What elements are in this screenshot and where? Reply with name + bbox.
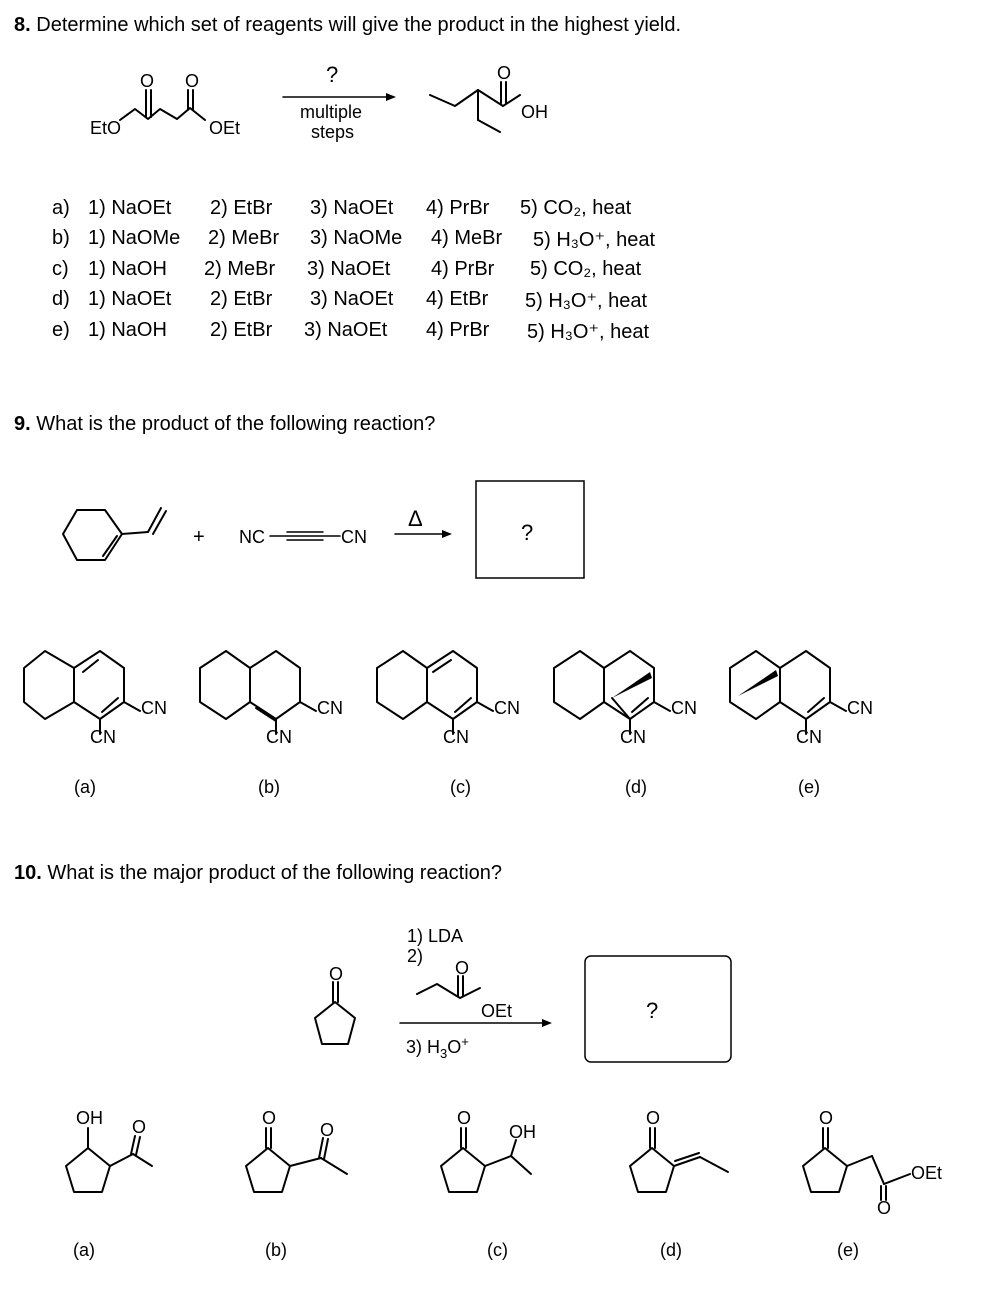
arrow-top-label: ? bbox=[326, 62, 339, 87]
option-step: 1) NaOH bbox=[88, 319, 167, 341]
option-step: 2) MeBr bbox=[208, 227, 280, 249]
question-text: Determine which set of reagents will give the product in the highest yield. bbox=[36, 14, 682, 36]
answer-d-label[interactable]: (d) bbox=[625, 777, 647, 797]
cn-label: CN bbox=[317, 698, 343, 718]
oet-label: OEt bbox=[209, 118, 241, 138]
reaction-arrow bbox=[395, 506, 452, 538]
answer-b-structure bbox=[246, 1108, 347, 1192]
answer-b-label[interactable]: (b) bbox=[265, 1240, 287, 1260]
answer-e-structure bbox=[803, 1108, 942, 1218]
q8-reaction-scheme bbox=[0, 50, 996, 160]
option-step: 5) H₃O⁺, heat bbox=[525, 290, 648, 312]
answer-c-label[interactable]: (c) bbox=[487, 1240, 508, 1260]
cn-label: CN bbox=[494, 698, 520, 718]
option-step: 1) NaOMe bbox=[88, 227, 181, 249]
option-e-letter[interactable]: e) bbox=[52, 319, 70, 341]
answer-a-label[interactable]: (a) bbox=[73, 1240, 95, 1260]
option-step: 2) EtBr bbox=[210, 197, 273, 219]
answer-d-structure bbox=[630, 1108, 728, 1192]
option-step: 4) EtBr bbox=[426, 288, 489, 310]
option-step: 3) NaOEt bbox=[307, 258, 391, 280]
answer-c-structure bbox=[377, 651, 520, 747]
answer-b-label[interactable]: (b) bbox=[258, 777, 280, 797]
option-b-letter[interactable]: b) bbox=[52, 227, 70, 249]
cn-label: CN bbox=[341, 527, 367, 547]
oh-label: OH bbox=[521, 102, 548, 122]
question-9-heading bbox=[14, 413, 435, 436]
diethyl-malonate-structure bbox=[90, 71, 240, 138]
oxygen-label: O bbox=[646, 1108, 661, 1128]
oh-label: OH bbox=[509, 1122, 536, 1142]
option-step: 5) CO₂, heat bbox=[520, 197, 632, 219]
eto-label: EtO bbox=[90, 118, 122, 138]
arrow-bottom-label: multiple bbox=[300, 102, 363, 122]
oxygen-label: O bbox=[262, 1108, 277, 1128]
q9-answer-structures bbox=[0, 630, 996, 820]
oet-label: OEt bbox=[481, 1001, 513, 1021]
oh-label: OH bbox=[76, 1108, 103, 1128]
answer-b-structure bbox=[200, 651, 343, 747]
cn-label: CN bbox=[620, 727, 646, 747]
option-step: 1) NaOEt bbox=[88, 288, 172, 310]
nc-label: NC bbox=[239, 527, 265, 547]
plus-sign: + bbox=[193, 526, 205, 548]
q10-reaction-scheme bbox=[0, 920, 996, 1070]
oxygen-label: O bbox=[455, 958, 470, 978]
question-number: 9. bbox=[14, 413, 31, 435]
answer-c-structure bbox=[441, 1108, 536, 1192]
reaction-arrow bbox=[400, 1019, 552, 1027]
option-step: 5) CO₂, heat bbox=[530, 258, 642, 280]
answer-d-structure bbox=[554, 651, 697, 747]
oxygen-label: O bbox=[497, 63, 512, 83]
answer-d-label[interactable]: (d) bbox=[660, 1240, 682, 1260]
answer-a-structure bbox=[66, 1108, 152, 1192]
option-step: 3) NaOEt bbox=[310, 288, 394, 310]
option-step: 3) NaOEt bbox=[310, 197, 394, 219]
option-step: 1) NaOEt bbox=[88, 197, 172, 219]
option-step: 4) MeBr bbox=[431, 227, 503, 249]
option-step: 5) H₃O⁺, heat bbox=[533, 229, 656, 251]
option-step: 2) EtBr bbox=[210, 319, 273, 341]
vinylcyclohexene-structure bbox=[63, 508, 166, 560]
option-d-letter[interactable]: d) bbox=[52, 288, 70, 310]
option-step: 4) PrBr bbox=[426, 319, 490, 341]
option-step: 2) EtBr bbox=[210, 288, 273, 310]
cyclopentanone-structure bbox=[315, 964, 355, 1044]
answer-c-label[interactable]: (c) bbox=[450, 777, 471, 797]
answer-e-label[interactable]: (e) bbox=[798, 777, 820, 797]
oxygen-label: O bbox=[877, 1198, 892, 1218]
option-step: 2) MeBr bbox=[204, 258, 276, 280]
option-step: 4) PrBr bbox=[431, 258, 495, 280]
question-number: 8. bbox=[14, 14, 31, 36]
reagent-step-1: 1) LDA bbox=[407, 926, 464, 946]
option-step: 3) NaOMe bbox=[310, 227, 403, 249]
oxygen-label: O bbox=[329, 964, 344, 984]
heat-symbol: Δ bbox=[408, 506, 423, 531]
answer-e-structure bbox=[730, 651, 873, 747]
reagent-step-3: 3) $H_3O^+$ bbox=[406, 1034, 469, 1061]
option-step: 1) NaOH bbox=[88, 258, 167, 280]
answer-e-label[interactable]: (e) bbox=[837, 1240, 859, 1260]
cn-label: CN bbox=[443, 727, 469, 747]
cn-label: CN bbox=[796, 727, 822, 747]
option-step: 3) NaOEt bbox=[304, 319, 388, 341]
oxygen-label: O bbox=[185, 71, 200, 91]
question-10-heading bbox=[14, 862, 502, 885]
cn-label: CN bbox=[266, 727, 292, 747]
option-step: 4) PrBr bbox=[426, 197, 490, 219]
cn-label: CN bbox=[847, 698, 873, 718]
oxygen-label: O bbox=[132, 1117, 147, 1137]
question-mark: ? bbox=[521, 520, 534, 545]
question-mark: ? bbox=[646, 998, 659, 1023]
product-carboxylic-acid-structure bbox=[430, 63, 548, 132]
question-8-heading bbox=[14, 14, 681, 37]
question-text: What is the product of the following reaction? bbox=[36, 413, 436, 435]
oxygen-label: O bbox=[819, 1108, 834, 1128]
ethyl-propanoate-structure bbox=[417, 958, 512, 1021]
oxygen-label: O bbox=[320, 1120, 335, 1140]
reaction-arrow bbox=[283, 62, 396, 142]
q9-reaction-scheme bbox=[0, 470, 996, 590]
cn-label: CN bbox=[141, 698, 167, 718]
oxygen-label: O bbox=[457, 1108, 472, 1128]
oxygen-label: O bbox=[140, 71, 155, 91]
option-step: 5) H₃O⁺, heat bbox=[527, 321, 650, 343]
answer-a-structure bbox=[24, 651, 167, 747]
question-number: 10. bbox=[14, 862, 42, 884]
arrow-bottom-label: steps bbox=[311, 122, 355, 142]
cn-label: CN bbox=[90, 727, 116, 747]
reagent-step-2: 2) bbox=[407, 946, 424, 966]
cn-label: CN bbox=[671, 698, 697, 718]
dicyanoacetylene-structure bbox=[239, 527, 367, 547]
oet-label: OEt bbox=[911, 1163, 943, 1183]
option-c-letter[interactable]: c) bbox=[52, 258, 69, 280]
question-text: What is the major product of the following reaction? bbox=[47, 862, 503, 884]
q10-answer-structures bbox=[0, 1100, 996, 1230]
option-a-letter[interactable]: a) bbox=[52, 197, 70, 219]
answer-a-label[interactable]: (a) bbox=[74, 777, 96, 797]
